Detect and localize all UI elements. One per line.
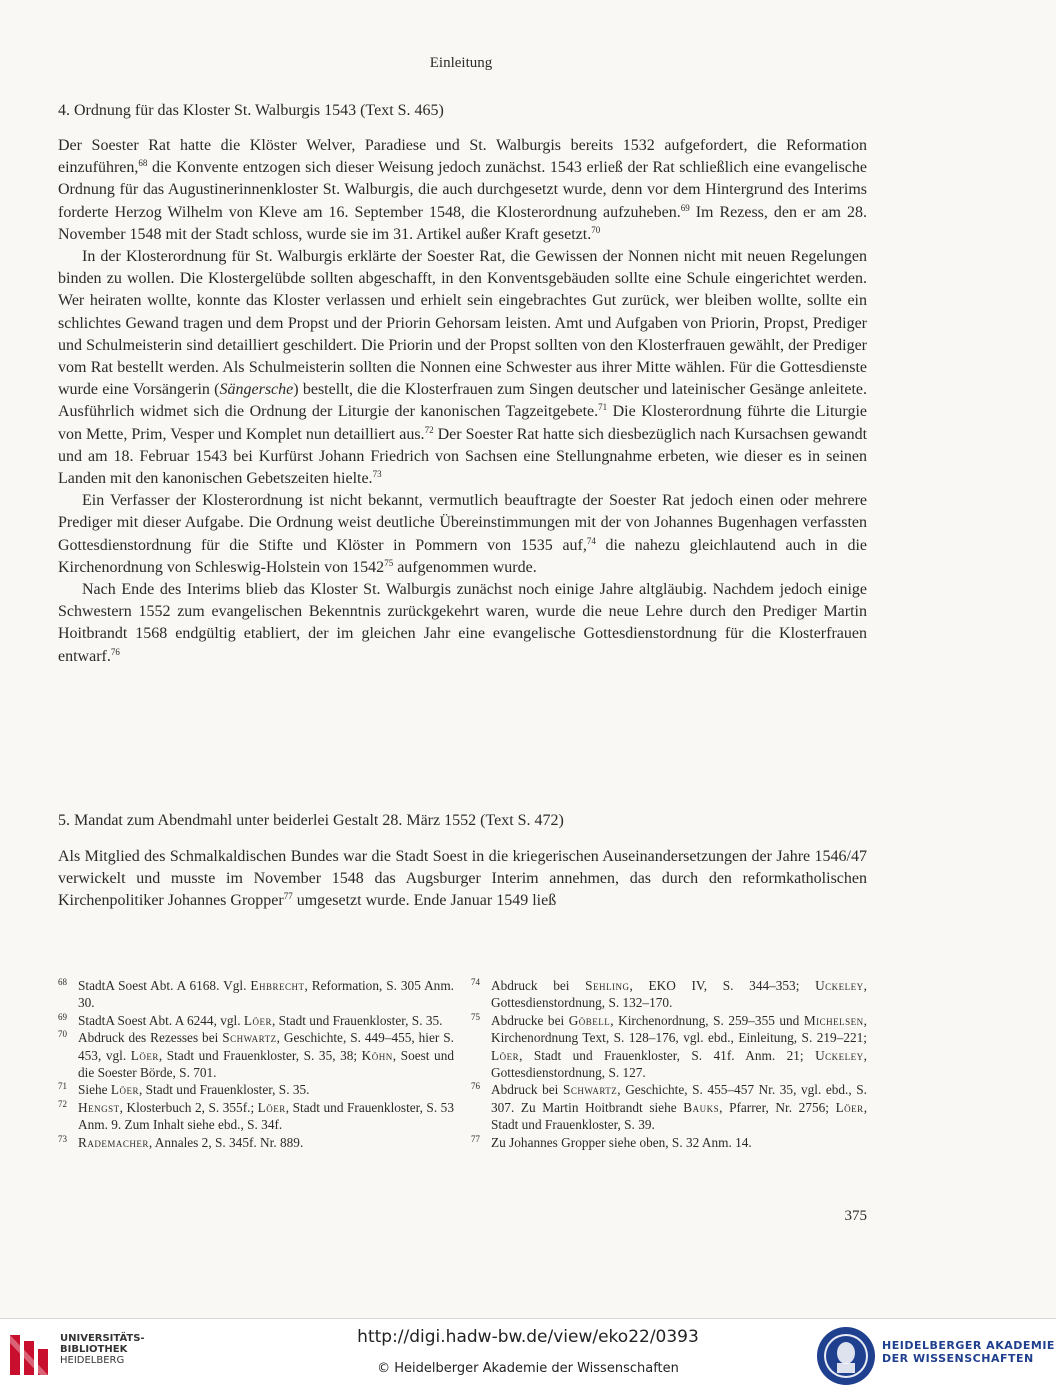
footer-bar (0, 1318, 1056, 1391)
section-4-heading: 4. Ordnung für das Kloster St. Walburgis 1543 (Text S. 465) (58, 102, 444, 119)
paragraph: Nach Ende des Interims blieb das Kloster St. Walburgis zunächst noch einige Jahre altgläubig. Nachdem jedoch einige Schwestern 1552 zum evangelischen Bekenntnis zurückgekehrt waren, wurde die neue Lehre durch den Prediger Martin Hoitbrandt 1568 endgültig etabliert, der im gleichen Jahr eine evangelische Gottesdienstordnung für die Klosterfrauen entwarf.$^{76}$ (58, 581, 867, 665)
ub-name: UNIVERSITÄTS- BIBLIOTHEK HEIDELBERG (60, 1333, 145, 1366)
section-5-body (58, 846, 867, 913)
footnote: 73 Rademacher, Annales 2, S. 345f. Nr. 889. (58, 1133, 304, 1150)
footnote-ref[interactable]: 76 (110, 646, 120, 657)
footnote-ref[interactable]: 77 (283, 891, 293, 902)
hadw-name: HEIDELBERGER AKADEMIE DER WISSENSCHAFTEN (882, 1339, 1055, 1365)
footnote: 77 Zu Johannes Gropper siehe oben, S. 32 Anm. 14. (471, 1133, 752, 1150)
paragraph: Der Soester Rat hatte die Klöster Welver, Paradiese und St. Walburgis bereits 1532 aufgefordert, die Reformation einzuführen,$^{68}$ die Konvente entzogen sich dieser Weisung jedoch zunächst. 1543 erließ der Rat schließlich eine evangelische Ordnung für das Augustinerinnenkloster St. Walburgis, die auch durchgesetzt wurde, denn vor dem Hintergrund des Interims forderte Herzog Wilhelm von Kleve am 16. September 1548, die Klosterordnung aufzuheben.$^{69}$ Im Rezess, den er am 28. November 1548 mit der Stadt schloss, wurde sie im 31. Artikel außer Kraft gesetzt.$^{70}$ (58, 137, 868, 243)
paragraph: Ein Verfasser der Klosterordnung ist nicht bekannt, vermutlich beauftragte der Soester Rat jedoch einen oder mehrere Prediger mit dieser Aufgabe. Die Ordnung weist deutliche Übereinstimmungen mit der von Johannes Bugenhagen verfassten Gottesdienstordnung für die Stifte und Klöster in Pommern von 1535 auf,$^{74}$ die nahezu gleichlautend auch in die Kirchenordnung von Schleswig-Holstein von 1542$^{75}$ aufgenommen wurde. (58, 492, 867, 576)
footnote-ref[interactable]: 71 (598, 402, 608, 413)
section-4-body (58, 135, 867, 668)
page-number: 375 (844, 1208, 867, 1224)
footnote: 76 Abdruck bei Schwartz, Geschichte, S. 455–457 Nr. 35, vgl. ebd., S. 307. Zu Martin Hoitbrandt siehe Bauks, Pfarrer, Nr. 2756; Löer, Stadt und Frauenkloster, S. 39. (471, 1081, 868, 1133)
section-5-heading: 5. Mandat zum Abendmahl unter beiderlei Gestalt 28. März 1552 (Text S. 472) (58, 812, 564, 829)
permalink-url[interactable]: http://digi.hadw-bw.de/view/eko22/0393 (357, 1327, 699, 1347)
footnote-ref[interactable]: 70 (591, 224, 601, 235)
footnote-ref[interactable]: 68 (138, 158, 148, 169)
footnote-ref[interactable]: 73 (372, 469, 382, 480)
footnote-ref[interactable]: 74 (586, 535, 596, 546)
footnote: 75 Abdrucke bei Göbell, Kirchenordnung, S. 259–355 und Michelsen, Kirchenordnung Text, S. 128–176, vgl. ebd., Einleitung, S. 219–221; Löer, Stadt und Frauenkloster, S. 41f. Anm. 21; Uckeley, Gottesdienstordnung, S. 127. (471, 1011, 867, 1081)
running-head: Einleitung (429, 55, 493, 71)
hadw-seal-icon[interactable] (815, 1325, 877, 1392)
footnote: 74 Abdruck bei Sehling, EKO IV, S. 344–353; Uckeley, Gottesdienstordnung, S. 132–170. (471, 977, 867, 1011)
footnote: 72 Hengst, Klosterbuch 2, S. 355f.; Löer, Stadt und Frauenkloster, S. 53 Anm. 9. Zum Inhalt siehe ebd., S. 34f. (58, 1098, 454, 1133)
footnote: 71 Siehe Löer, Stadt und Frauenkloster, S. 35. (58, 1081, 310, 1098)
footnotes-right (471, 977, 867, 1151)
copyright-text: © Heidelberger Akademie der Wissenschaften (377, 1361, 679, 1376)
paragraph: Als Mitglied des Schmalkaldischen Bundes war die Stadt Soest in die kriegerischen Auseinandersetzungen der Jahre 1546/47 verwickelt und musste im November 1548 das Augsburger Interim annehmen, das durch den reformkatholischen Kirchenpolitiker Johannes Gropper$^{77}$ umgesetzt wurde. Ende Januar 1549 ließ (58, 848, 867, 910)
footnote: 69 StadtA Soest Abt. A 6244, vgl. Löer, Stadt und Frauenkloster, S. 35. (58, 1011, 443, 1028)
footnote-ref[interactable]: 69 (680, 202, 690, 213)
paragraph: In der Klosterordnung für St. Walburgis erklärte der Soester Rat, die Gewissen der Nonnen nicht mit neuen Regelungen binden zu wollen. Die Klostergelübde sollten abgeschafft, in den Konventsgebäuden sollte eine Schule eingerichtet werden. Wer heiraten wollte, konnte das Kloster verlassen und erhielt sein eingebrachtes Gut zurück, wer bleiben wollte, sollte ein schlichtes Gewand tragen und dem Propst und der Priorin Gehorsam leisten. Amt und Aufgaben von Priorin, Propst, Prediger und Schulmeisterin sind detailliert geschildert. Die Priorin und der Propst sollten von den Klosterfrauen gewählt, der Prediger vom Rat bestellt werden. Als Schulmeisterin sollten die Nonnen eine Schwester aus ihrer Mitte wählen. Für die Gottesdienste wurde eine Vorsängerin (Sängersche) bestellt, die die Klosterfrauen zum Singen deutscher und lateinischer Gesänge anleitete. Ausführlich widmet sich die Ordnung der Liturgie der kanonischen Tagzeitgebete.$^{71}$ Die Klosterordnung führte die Liturgie von Mette, Prim, Vesper und Komplet nun detailliert aus.$^{72}$ Der Soester Rat hatte sich diesbezüglich nach Kursachsen gewandt und am 18. Februar 1543 bei Kurfürst Johann Friedrich von Sachsen eine Stellungnahme erbeten, wie dieser es in seinen Landen mit den kanonischen Gebetszeiten hielte.$^{73}$ (58, 248, 868, 488)
footnote-ref[interactable]: 75 (384, 557, 394, 568)
footnotes-left (58, 977, 454, 1151)
footnote: 70 Abdruck des Rezesses bei Schwartz, Geschichte, S. 449–455, hier S. 453, vgl. Löer, Stadt und Frauenkloster, S. 35, 38; Köhn, Soest und die Soester Börde, S. 701. (58, 1029, 454, 1081)
footnote-ref[interactable]: 72 (424, 424, 434, 435)
footnote: 68 StadtA Soest Abt. A 6168. Vgl. Ehbrecht, Reformation, S. 305 Anm. 30. (58, 977, 454, 1011)
